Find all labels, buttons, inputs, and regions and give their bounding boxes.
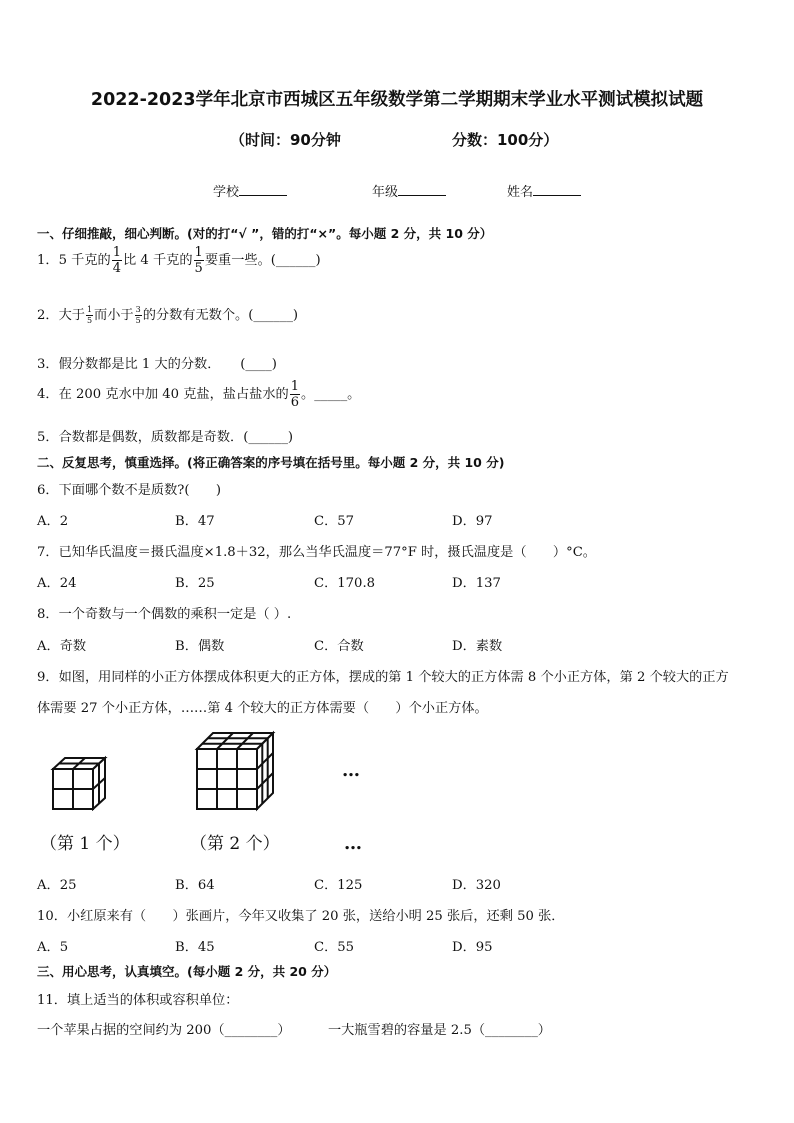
q6-option-b: B．47 <box>175 514 215 529</box>
fraction <box>135 306 142 325</box>
school-label: 学校 <box>213 185 240 200</box>
denominator: 5 <box>194 261 203 276</box>
question-1 <box>37 246 321 275</box>
q2-text-mid: 而小于 <box>94 308 134 323</box>
q6-option-c: C．57 <box>314 514 355 529</box>
question-7: 7．已知华氏温度＝摄氏温度×1.8＋32，那么当华氏温度＝77°F 时，摄氏温度是（ ）°C。 <box>37 545 596 560</box>
denominator: 5 <box>86 316 93 325</box>
denominator: 5 <box>135 316 141 325</box>
exam-score: 分数：100分） <box>452 131 559 149</box>
denominator: 6 <box>290 395 300 410</box>
exam-time: （时间：90分钟 <box>230 131 341 149</box>
school-field <box>213 181 287 200</box>
question-11b: 一大瓶雪碧的容量是 2.5（________） <box>328 1023 551 1038</box>
section-2-heading: 二、反复思考，慎重选择。(将正确答案的序号填在括号里。每小题 2 分，共 10 分) <box>37 455 505 470</box>
q2-text-post: 的分数有无数个。(______) <box>142 308 299 323</box>
question-8: 8．一个奇数与一个偶数的乘积一定是（ ）. <box>37 607 292 622</box>
q6-option-a: A．2 <box>37 514 69 529</box>
q6-option-d: D．97 <box>452 514 493 529</box>
ellipsis-bottom: … <box>344 833 363 854</box>
fraction <box>112 246 122 275</box>
q10-option-d: D．95 <box>452 940 493 955</box>
q7-option-a: A．24 <box>37 576 77 591</box>
q7-option-b: B．25 <box>175 576 215 591</box>
q1-text-pre: 1．5 千克的 <box>37 253 111 268</box>
question-5: 5．合数都是偶数，质数都是奇数．(______) <box>37 430 294 445</box>
grade-label: 年级 <box>372 185 399 200</box>
q9-option-a: A．25 <box>37 878 77 893</box>
question-9-line-1: 9．如图，用同样的小正方体摆成体积更大的正方体，摆成的第 1 个较大的正方体需 8 个小正方体，第 2 个较大的正方 <box>37 670 729 685</box>
question-3: 3．假分数都是比 1 大的分数． (____) <box>37 357 277 372</box>
name-label: 姓名 <box>507 185 534 200</box>
q4-text-pre: 4．在 200 克水中加 40 克盐，盐占盐水的 <box>37 387 289 402</box>
denominator: 4 <box>112 261 122 276</box>
school-blank <box>239 182 287 196</box>
q4-text-post: 。_____。 <box>301 387 361 402</box>
q10-option-b: B．45 <box>175 940 215 955</box>
q7-option-d: D．137 <box>452 576 501 591</box>
numerator: 1 <box>112 245 122 260</box>
name-field <box>507 181 581 200</box>
q9-option-d: D．320 <box>452 878 501 893</box>
figure-2-label: （第 2 个） <box>190 834 280 854</box>
question-2 <box>37 304 298 325</box>
fraction <box>194 246 204 275</box>
fraction <box>290 380 300 409</box>
section-1-heading: 一、仔细推敲，细心判断。(对的打“√ ”，错的打“×”。每小题 2 分，共 10 分） <box>37 226 493 241</box>
section-3-heading: 三、用心思考，认真填空。(每小题 2 分，共 20 分） <box>37 964 337 979</box>
name-blank <box>533 182 581 196</box>
question-6: 6．下面哪个数不是质数?( ) <box>37 483 221 498</box>
q8-option-c: C．合数 <box>314 639 364 654</box>
question-9-line-2: 体需要 27 个小正方体，……第 4 个较大的正方体需要（ ）个小正方体。 <box>37 701 488 716</box>
q9-option-b: B．64 <box>175 878 215 893</box>
numerator: 1 <box>194 245 203 260</box>
page-title: 2022-2023学年北京市西城区五年级数学第二学期期末学业水平测试模拟试题 <box>90 90 704 110</box>
question-10: 10．小红原来有（ ）张画片，今年又收集了 20 张，送给小明 25 张后，还剩 50 张． <box>37 909 565 924</box>
grade-blank <box>398 182 446 196</box>
q1-text-mid: 比 4 千克的 <box>123 253 193 268</box>
q7-option-c: C．170.8 <box>314 576 376 591</box>
q1-text-post: 要重一些。(______) <box>204 253 321 268</box>
q8-option-d: D．素数 <box>452 639 503 654</box>
question-11a: 一个苹果占据的空间约为 200（________） <box>37 1023 291 1038</box>
q10-option-a: A．5 <box>37 940 69 955</box>
q8-option-b: B．偶数 <box>175 639 225 654</box>
cube-figure-2 <box>194 730 278 812</box>
numerator: 1 <box>86 305 93 314</box>
q8-option-a: A．奇数 <box>37 639 87 654</box>
question-11: 11．填上适当的体积或容积单位： <box>37 993 239 1008</box>
q9-option-c: C．125 <box>314 878 363 893</box>
numerator: 1 <box>290 379 300 394</box>
numerator: 3 <box>135 305 141 314</box>
grade-field <box>372 181 446 200</box>
q2-text-pre: 2．大于 <box>37 308 85 323</box>
fraction <box>86 306 93 325</box>
question-4 <box>37 380 360 409</box>
figure-1-label: （第 1 个） <box>40 834 130 854</box>
q10-option-c: C．55 <box>314 940 355 955</box>
cube-figure-1 <box>50 755 108 811</box>
ellipsis-top: … <box>342 760 361 781</box>
